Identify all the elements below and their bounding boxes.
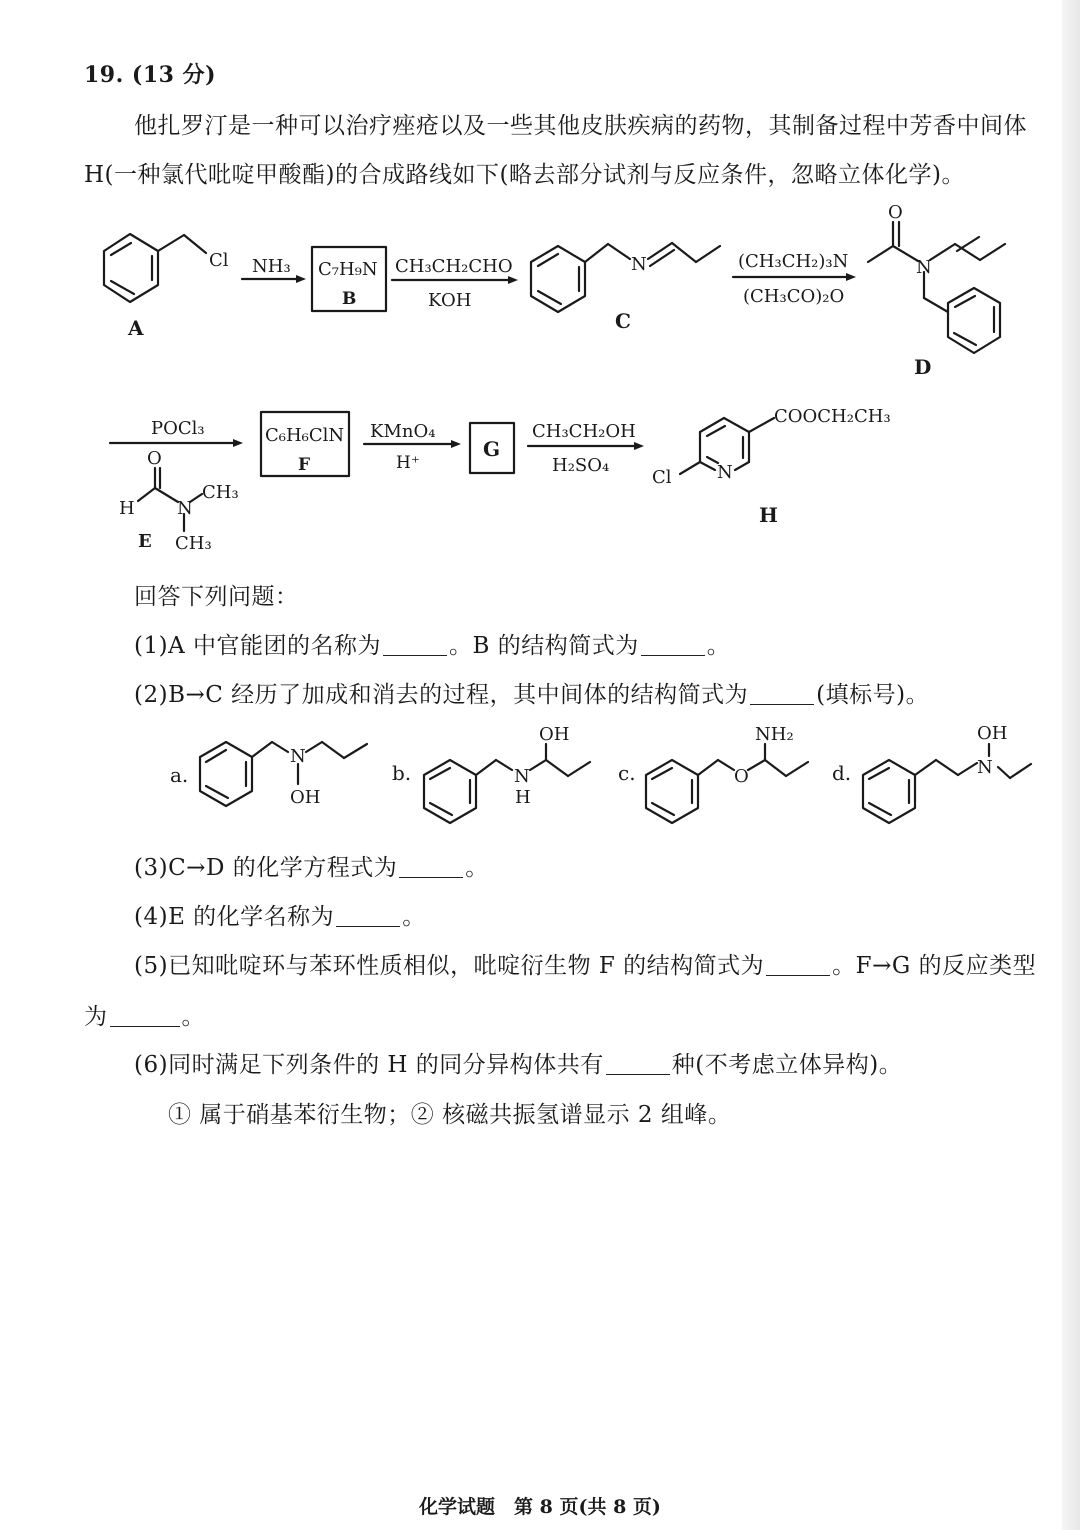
q1-blank-2 [641, 635, 705, 656]
reagent-acid: H⁺ [396, 453, 420, 473]
label-F: F [298, 455, 311, 475]
H-cl-label: Cl [652, 467, 672, 488]
label-H: H [759, 503, 778, 527]
option-b-n: N [514, 766, 530, 787]
option-b-label: b. [392, 761, 412, 785]
q4-blank [336, 906, 400, 927]
C-n-label: N [631, 254, 647, 275]
structure-C [531, 243, 720, 312]
label-D: D [914, 355, 932, 379]
label-C: C [615, 309, 631, 333]
H-ester-label: COOCH₂CH₃ [774, 406, 891, 427]
E-n-label: N [177, 498, 193, 519]
question-1 [134, 627, 730, 660]
E-methyl-1: CH₃ [202, 482, 239, 503]
option-a-n: N [290, 746, 306, 767]
label-A: A [128, 316, 144, 340]
option-b-h: H [515, 787, 531, 808]
q5-text-2: 。F→G 的反应类型 [832, 953, 1037, 979]
q4-text-1: (4)E 的化学名称为 [134, 904, 335, 930]
q3-text-2: 。 [465, 855, 489, 881]
label-B: B [342, 289, 357, 309]
reagent-propanal: CH₃CH₂CHO [395, 256, 513, 277]
q6-blank [606, 1054, 670, 1075]
reagent-kmno4: KMnO₄ [370, 421, 436, 442]
question-5 [134, 947, 1036, 980]
q2-text-2: (填标号)。 [816, 682, 930, 708]
option-c-nh2: NH₂ [755, 724, 794, 745]
structure-D [868, 222, 1005, 353]
option-a-oh: OH [290, 787, 321, 808]
q5-text-1: (5)已知吡啶环与苯环性质相似，吡啶衍生物 F 的结构简式为 [134, 953, 765, 979]
q1-text-1: (1)A 中官能团的名称为 [134, 633, 382, 659]
option-c-structure [646, 744, 808, 823]
question-5-cont [84, 998, 205, 1031]
question-intro-line-2: H(一种氯代吡啶甲酸酯)的合成路线如下(略去部分试剂与反应条件，忽略立体化学)。 [84, 162, 965, 188]
label-E: E [138, 531, 152, 552]
page-edge-shadow [1062, 0, 1080, 1530]
reagent-pocl3: POCl₃ [151, 418, 205, 439]
option-a-label: a. [170, 763, 189, 787]
q2-text-1: (2)B→C 经历了加成和消去的过程，其中间体的结构简式为 [134, 682, 749, 708]
question-3 [134, 849, 489, 882]
D-o-label: O [888, 202, 903, 223]
D-n-label: N [916, 257, 932, 278]
option-b-structure [424, 744, 590, 823]
q2-blank [750, 684, 814, 705]
q5-text-3: 为 [84, 1004, 108, 1030]
q3-blank [399, 857, 463, 878]
reagent-ethanol: CH₃CH₂OH [532, 421, 636, 442]
question-4 [134, 898, 426, 931]
structure-A [104, 234, 206, 302]
F-formula: C₆H₆ClN [265, 425, 345, 446]
B-formula: C₇H₉N [318, 259, 378, 280]
reagent-nh3: NH₃ [252, 256, 291, 277]
option-c-o: O [734, 766, 749, 787]
q3-text-1: (3)C→D 的化学方程式为 [134, 855, 398, 881]
page-footer: 化学试题 第 8 页(共 8 页) [419, 1496, 661, 1518]
answer-prompt: 回答下列问题： [134, 584, 299, 610]
question-intro-line-1: 他扎罗汀是一种可以治疗痤疮以及一些其他皮肤疾病的药物，其制备过程中芳香中间体 [134, 113, 1027, 139]
reagent-sulfuric-acid: H₂SO₄ [552, 455, 610, 476]
option-d-structure [863, 744, 1031, 823]
label-G: G [483, 437, 501, 461]
option-d-n: N [977, 757, 993, 778]
q6-text-1: (6)同时满足下列条件的 H 的同分异构体共有 [134, 1052, 604, 1078]
E-h-label: H [119, 498, 135, 519]
H-n-label: N [717, 462, 733, 483]
question-6 [134, 1046, 902, 1079]
E-methyl-2: CH₃ [175, 533, 212, 554]
A-cl-label: Cl [209, 250, 229, 271]
q6-text-2: 种(不考虑立体异构)。 [671, 1052, 903, 1078]
option-b-oh: OH [539, 724, 570, 745]
question-header: 19. (13 分) [84, 62, 217, 88]
reagent-acetic-anhydride: (CH₃CO)₂O [743, 286, 845, 307]
q1-blank-1 [383, 635, 447, 656]
q5-blank-2 [110, 1006, 180, 1027]
option-a-structure [200, 742, 367, 806]
option-c-label: c. [618, 761, 636, 785]
q5-text-4: 。 [181, 1004, 205, 1030]
question-2 [134, 676, 929, 709]
q5-blank-1 [766, 955, 830, 976]
q1-text-3: 。 [706, 633, 731, 659]
q4-text-2: 。 [402, 904, 426, 930]
option-d-oh: OH [977, 723, 1008, 744]
reagent-triethylamine: (CH₃CH₂)₃N [738, 251, 849, 272]
reagent-koh: KOH [428, 290, 472, 311]
E-o-label: O [147, 448, 162, 469]
option-d-label: d. [832, 761, 852, 785]
q6-conditions: ① 属于硝基苯衍生物；② 核磁共振氢谱显示 2 组峰。 [168, 1102, 732, 1128]
q1-text-2: 。B 的结构简式为 [449, 633, 639, 659]
